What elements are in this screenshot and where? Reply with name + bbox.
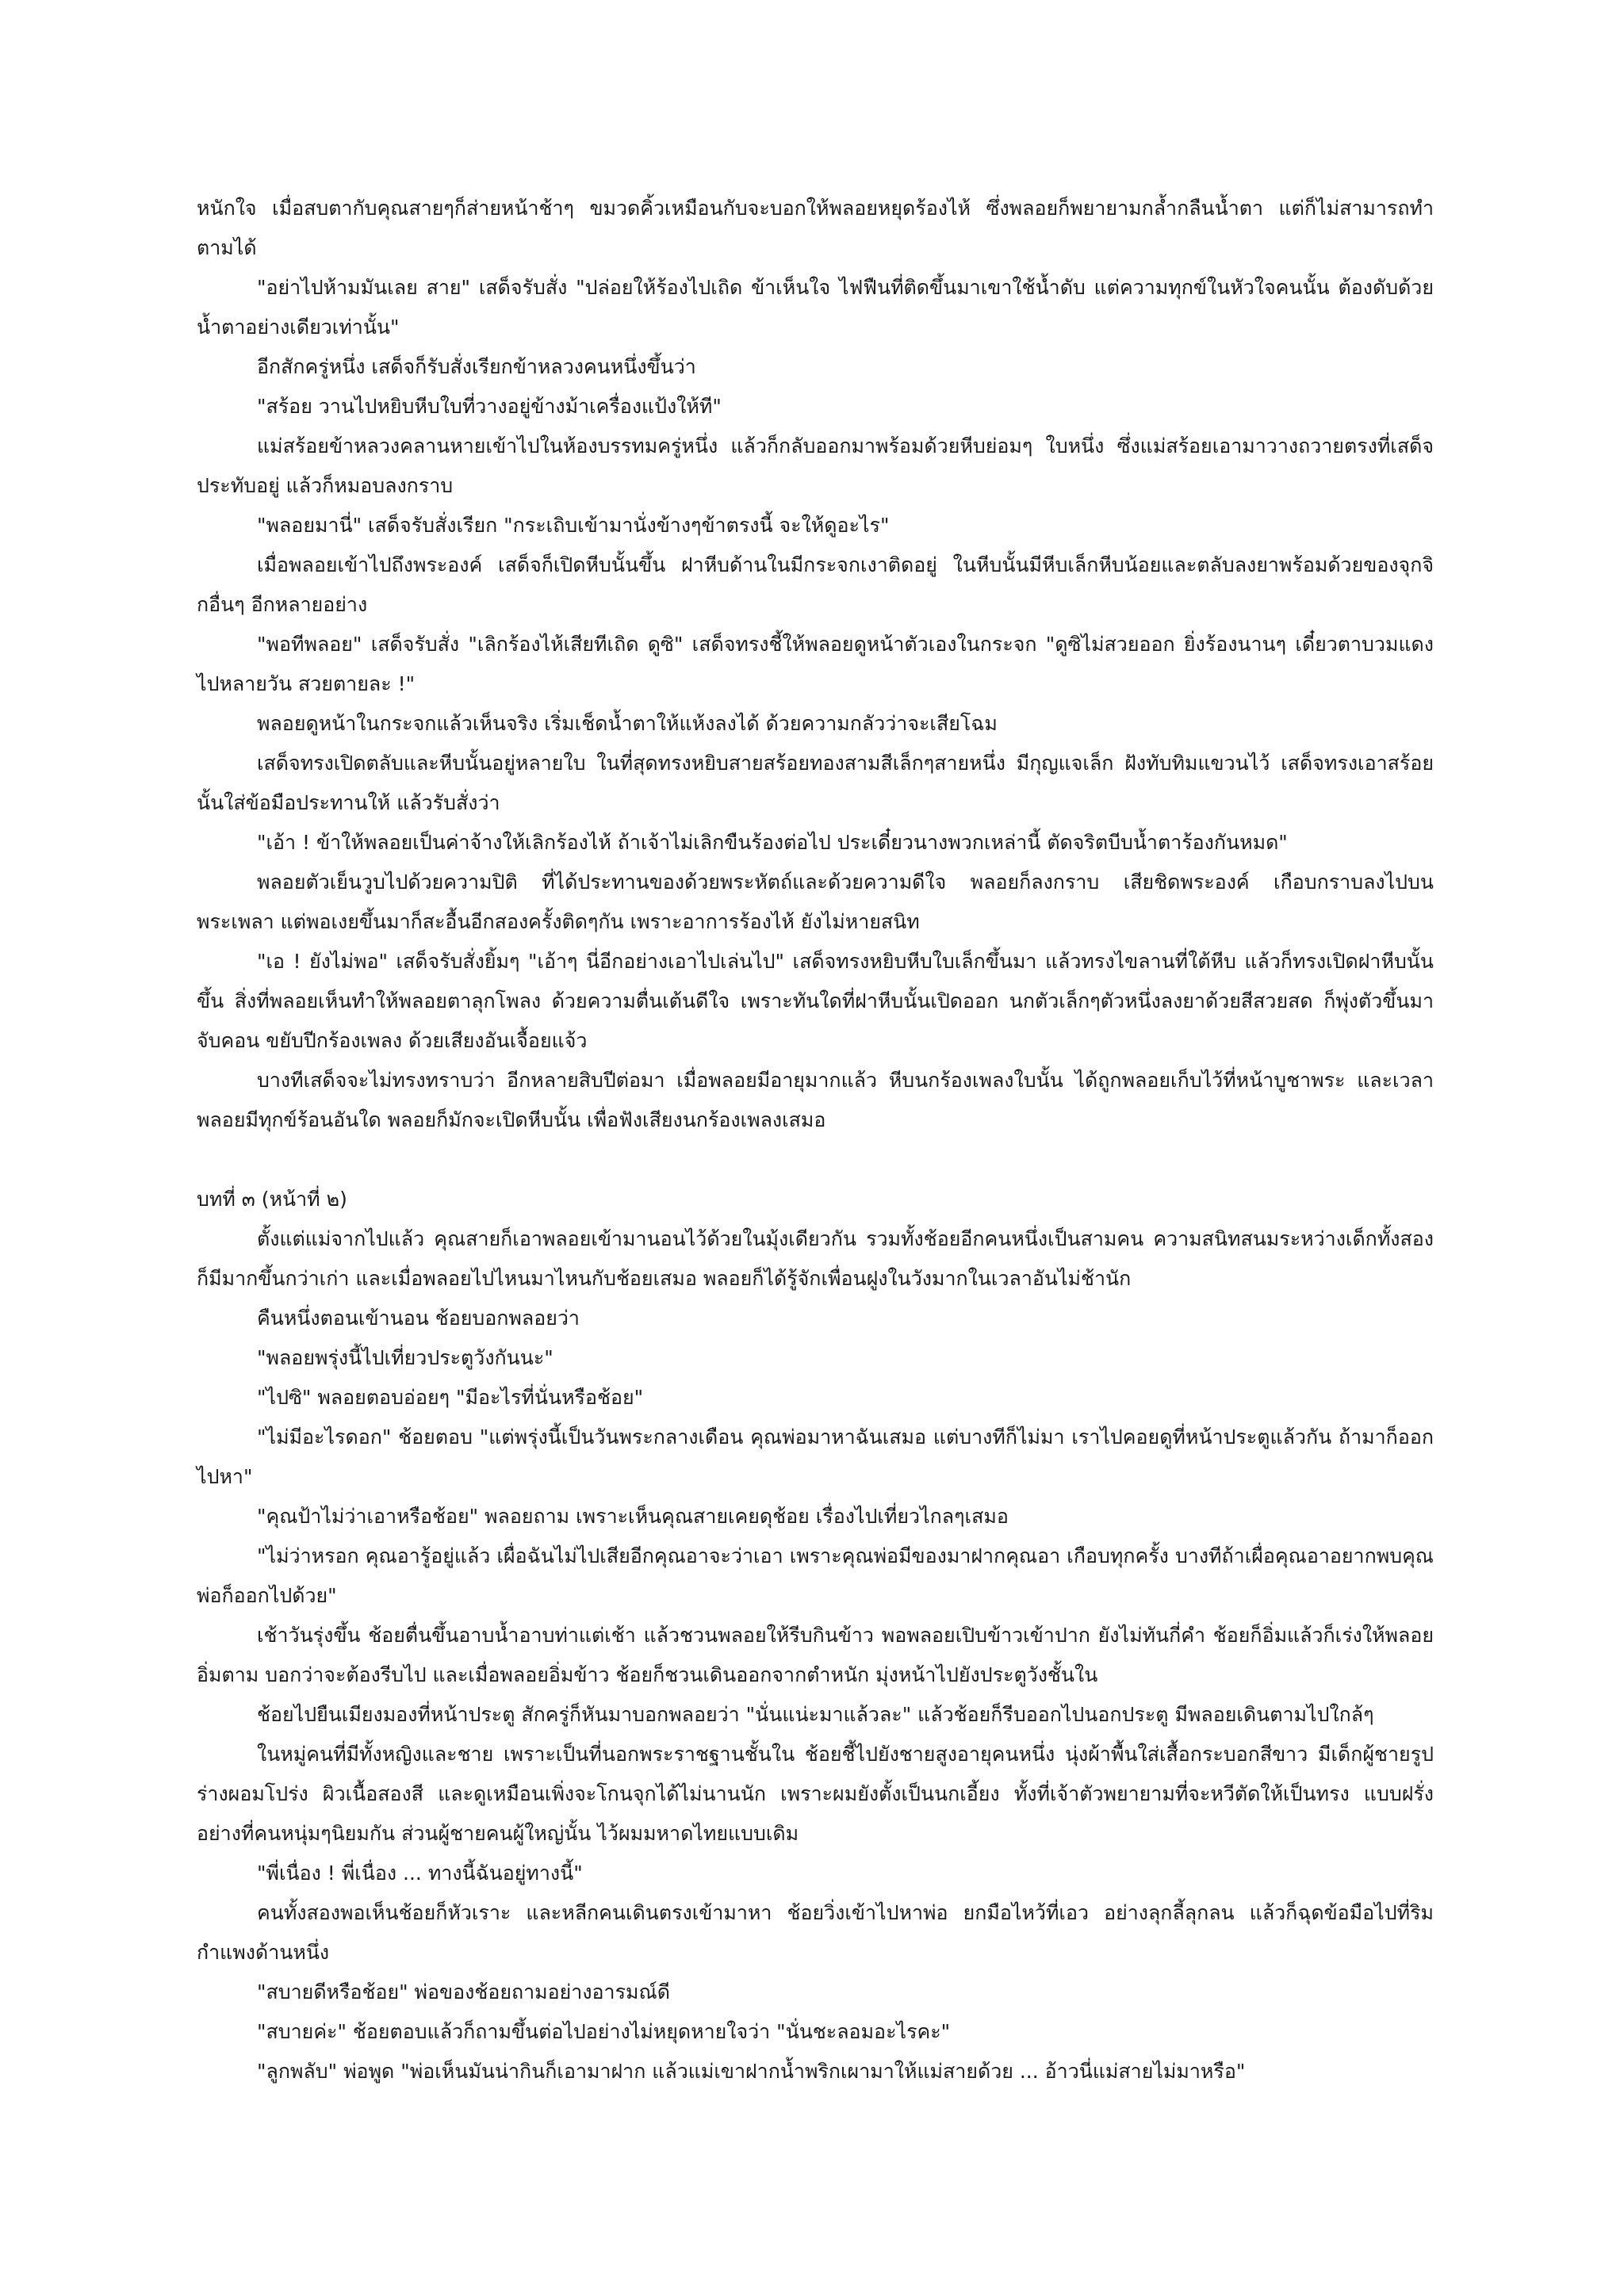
paragraph: "สบายดีหรือช้อย" พ่อของช้อยถามอย่างอารมณ์ดี [257, 1980, 670, 2003]
paragraph: พลอยดูหน้าในกระจกแล้วเห็นจริง เริ่มเช็ดน้ำตาให้แห้งลงได้ ด้วยความกลัวว่าจะเสียโฉม [257, 712, 998, 735]
paragraph: คืนหนึ่งตอนเข้านอน ช้อยบอกพลอยว่า [257, 1307, 580, 1330]
paragraph: "อย่าไปห้ามมันเลย สาย" เสด็จรับสั่ง "ปล่อยให้ร้องไปเถิด ข้าเห็นใจ ไฟฟืนที่ติดขึ้นมาเขาใช้น้ำดับ แต่ความทุกข์ในหัวใจคนนั้น ต้องดับด้วยน้ำตาอย่างเดียวเท่านั้น" [197, 276, 1434, 339]
paragraph: "พลอยพรุ่งนี้ไปเที่ยวประตูวังกันนะ" [257, 1346, 553, 1369]
paragraph: หนักใจ เมื่อสบตากับคุณสายๆก็ส่ายหน้าช้าๆ ขมวดคิ้วเหมือนกับจะบอกให้พลอยหยุดร้องไห้ ซึ่งพลอยก็พยายามกล้ำกลืนน้ำตา แต่ก็ไม่สามารถทำตามได้ [197, 197, 1434, 259]
paragraph: "พี่เนื่อง ! พี่เนื่อง ... ทางนี้ฉันอยู่ทางนี้" [257, 1862, 583, 1885]
paragraph: แม่สร้อยข้าหลวงคลานหายเข้าไปในห้องบรรทมครู่หนึ่ง แล้วก็กลับออกมาพร้อมด้วยหีบย่อมๆ ใบหนึ่ง ซึ่งแม่สร้อยเอามาวางถวายตรงที่เสด็จประทับอยู่ แล้วก็หมอบลงกราบ [197, 434, 1434, 497]
paragraph: คนทั้งสองพอเห็นช้อยก็หัวเราะ และหลีกคนเดินตรงเข้ามาหา ช้อยวิ่งเข้าไปหาพ่อ ยกมือไหว้ที่เอว อย่างลุกลี้ลุกลน แล้วก็ฉุดข้อมือไปที่ริมกำแพงด้านหนึ่ง [197, 1901, 1434, 1964]
paragraph: "พลอยมานี่" เสด็จรับสั่งเรียก "กระเถิบเข้ามานั่งข้างๆข้าตรงนี้ จะให้ดูอะไร" [257, 514, 890, 537]
paragraph: "คุณป้าไม่ว่าเอาหรือช้อย" พลอยถาม เพราะเห็นคุณสายเคยดุช้อย เรื่องไปเที่ยวไกลๆเสมอ [257, 1505, 1009, 1528]
paragraph: พลอยตัวเย็นวูบไปด้วยความปิติ ที่ได้ประทานของด้วยพระหัตถ์และด้วยความดีใจ พลอยก็ลงกราบ เสียชิดพระองค์ เกือบกราบลงไปบนพระเพลา แต่พอเงยขึ้นมาก็สะอื้นอีกสองครั้งติดๆกัน เพราะอาการร้องไห้ ยังไม่หายสนิท [197, 871, 1434, 933]
chapter-heading: บทที่ ๓ (หน้าที่ ๒) [197, 1188, 347, 1211]
paragraph: ช้อยไปยืนเมียงมองที่หน้าประตู สักครู่ก็หันมาบอกพลอยว่า "นั่นแน่ะมาแล้วละ" แล้วช้อยก็รีบออกไปนอกประตู มีพลอยเดินตามไปใกล้ๆ [257, 1703, 1374, 1726]
paragraph: ตั้งแต่แม่จากไปแล้ว คุณสายก็เอาพลอยเข้ามานอนไว้ด้วยในมุ้งเดียวกัน รวมทั้งช้อยอีกคนหนึ่งเป็นสามคน ความสนิทสนมระหว่างเด็กทั้งสองก็มีมากขึ้นกว่าเก่า และเมื่อพลอยไปไหนมาไหนกับช้อยเสมอ พลอยก็ได้รู้จักเพื่อนฝูงในวังมากในเวลาอันไม่ช้านัก [197, 1227, 1434, 1290]
paragraph: "เอ ! ยังไม่พอ" เสด็จรับสั่งยิ้มๆ "เอ้าๆ นี่อีกอย่างเอาไปเล่นไป" เสด็จทรงหยิบหีบใบเล็กขึ้นมา แล้วทรงไขลานที่ใต้หีบ แล้วก็ทรงเปิดฝาหีบนั้นขึ้น สิ่งที่พลอยเห็นทำให้พลอยตาลุกโพลง ด้วยความตื่นเต้นดีใจ เพราะทันใดที่ฝาหีบนั้นเปิดออก นกตัวเล็กๆตัวหนึ่งลงยาด้วยสีสวยสด ก็พุ่งตัวขึ้นมาจับคอน ขยับปีกร้องเพลง ด้วยเสียงอันเจื้อยแจ้ว [197, 950, 1434, 1052]
document-page [197, 189, 1434, 2091]
paragraph: "พอทีพลอย" เสด็จรับสั่ง "เลิกร้องไห้เสียทีเถิด ดูซิ" เสด็จทรงชี้ให้พลอยดูหน้าตัวเองในกระจก "ดูซิไม่สวยออก ยิ่งร้องนานๆ เดี๋ยวตาบวมแดงไปหลายวัน สวยตายละ !" [197, 633, 1434, 695]
paragraph: อีกสักครู่หนึ่ง เสด็จก็รับสั่งเรียกข้าหลวงคนหนึ่งขึ้นว่า [257, 355, 696, 378]
paragraph: "ไม่มีอะไรดอก" ช้อยตอบ "แต่พรุ่งนี้เป็นวันพระกลางเดือน คุณพ่อมาหาฉันเสมอ แต่บางทีก็ไม่มา เราไปคอยดูที่หน้าประตูแล้วกัน ถ้ามาก็ออกไปหา" [197, 1425, 1434, 1488]
paragraph: "เอ้า ! ข้าให้พลอยเป็นค่าจ้างให้เลิกร้องไห้ ถ้าเจ้าไม่เลิกขืนร้องต่อไป ประเดี๋ยวนางพวกเหล่านี้ ตัดจริตบีบน้ำตาร้องกันหมด" [257, 831, 1288, 854]
paragraph: "สบายค่ะ" ช้อยตอบแล้วก็ถามขึ้นต่อไปอย่างไม่หยุดหายใจว่า "นั่นชะลอมอะไรคะ" [257, 2020, 951, 2043]
paragraph: ในหมู่คนที่มีทั้งหญิงและชาย เพราะเป็นที่นอกพระราชฐานชั้นใน ช้อยชี้ไปยังชายสูงอายุคนหนึ่ง นุ่งผ้าพื้นใส่เสื้อกระบอกสีขาว มีเด็กผู้ชายรูปร่างผอมโปร่ง ผิวเนื้อสองสี และดูเหมือนเพิ่งจะโกนจุกได้ไม่นานนัก เพราะผมยังตั้งเป็นนกเอี้ยง ทั้งที่เจ้าตัวพยายามที่จะหวีตัดให้เป็นทรง แบบฝรั่งอย่างที่คนหนุ่มๆนิยมกัน ส่วนผู้ชายคนผู้ใหญ่นั้น ไว้ผมมหาดไทยแบบเดิม [197, 1743, 1434, 1845]
paragraph: เสด็จทรงเปิดตลับและหีบนั้นอยู่หลายใบ ในที่สุดทรงหยิบสายสร้อยทองสามสีเล็กๆสายหนึ่ง มีกุญแจเล็ก ฝังทับทิมแขวนไว้ เสด็จทรงเอาสร้อยนั้นใส่ข้อมือประทานให้ แล้วรับสั่งว่า [197, 752, 1434, 814]
paragraph: เมื่อพลอยเข้าไปถึงพระองค์ เสด็จก็เปิดหีบนั้นขึ้น ฝาหีบด้านในมีกระจกเงาติดอยู่ ในหีบนั้นมีหีบเล็กหีบน้อยและตลับลงยาพร้อมด้วยของจุกจิกอื่นๆ อีกหลายอย่าง [197, 553, 1434, 616]
section-one [197, 189, 1434, 1140]
paragraph: เช้าวันรุ่งขึ้น ช้อยตื่นขึ้นอาบน้ำอาบท่าแต่เช้า แล้วชวนพลอยให้รีบกินข้าว พอพลอยเปิบข้าวเข้าปาก ยังไม่ทันกี่คำ ช้อยก็อิ่มแล้วก็เร่งให้พลอยอิ่มตาม บอกว่าจะต้องรีบไป และเมื่อพลอยอิ่มข้าว ช้อยก็ชวนเดินออกจากตำหนัก มุ่งหน้าไปยังประตูวังชั้นใน [197, 1624, 1434, 1686]
paragraph: "ไปซิ" พลอยตอบอ่อยๆ "มีอะไรที่นั่นหรือช้อย" [257, 1386, 644, 1409]
paragraph: "ลูกพลับ" พ่อพูด "พ่อเห็นมันน่ากินก็เอามาฝาก แล้วแม่เขาฝากน้ำพริกเผามาให้แม่สายด้วย ... อ้าวนี่แม่สายไม่มาหรือ" [257, 2060, 1246, 2083]
paragraph: บางทีเสด็จจะไม่ทรงทราบว่า อีกหลายสิบปีต่อมา เมื่อพลอยมีอายุมากแล้ว หีบนกร้องเพลงใบนั้น ได้ถูกพลอยเก็บไว้ที่หน้าบูชาพระ และเวลาพลอยมีทุกข์ร้อนอันใด พลอยก็มักจะเปิดหีบนั้น เพื่อฟังเสียงนกร้องเพลงเสมอ [197, 1069, 1434, 1131]
paragraph: "สร้อย วานไปหยิบหีบใบที่วางอยู่ข้างม้าเครื่องแป้งให้ที" [257, 395, 722, 418]
paragraph: "ไม่ว่าหรอก คุณอารู้อยู่แล้ว เผื่อฉันไม่ไปเสียอีกคุณอาจะว่าเอา เพราะคุณพ่อมีของมาฝากคุณอา เกือบทุกครั้ง บางทีถ้าเผื่อคุณอาอยากพบคุณพ่อก็ออกไปด้วย" [197, 1544, 1434, 1607]
section-two [197, 1219, 1434, 2091]
